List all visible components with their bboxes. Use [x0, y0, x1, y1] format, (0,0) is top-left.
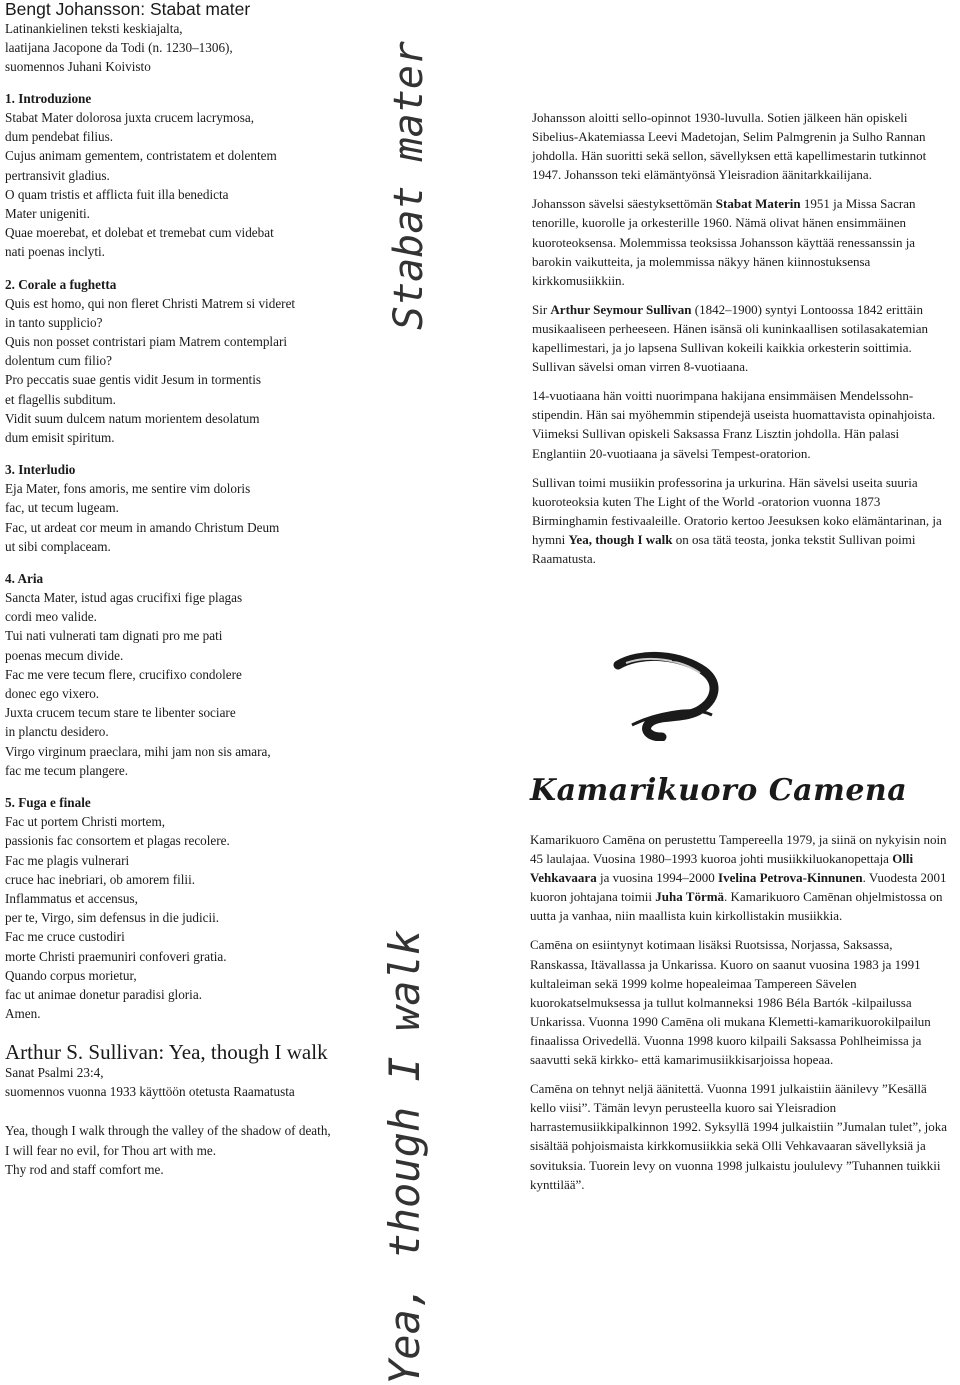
psalm-line: Thy rod and staff comfort me. [5, 1161, 164, 1177]
lyrics-line: Cujus animam gementem, contristatem et dolentem [5, 148, 277, 164]
lyrics-line: Fac me vere tecum flere, crucifixo condolere [5, 666, 242, 682]
second-subtitle-line: Sanat Psalmi 23:4, [5, 1065, 104, 1081]
page-title: Bengt Johansson: Stabat mater [5, 0, 251, 19]
lyrics-line: poenas mecum divide. [5, 647, 124, 663]
lyrics-line: in tanto supplicio? [5, 314, 103, 330]
second-subtitle [5, 1063, 400, 1101]
lyrics-line: cordi meo valide. [5, 609, 97, 625]
lyrics-line: O quam tristis et afflicta fuit illa benedicta [5, 186, 229, 202]
lyrics-line: Vidit suum dulcem natum morientem desolatum [5, 410, 260, 426]
subtitle-line: laatijana Jacopone da Todi (n. 1230–1306), [5, 40, 233, 55]
lyrics-line: Inflammatus et accensus, [5, 890, 138, 906]
lyrics-line: passionis fac consortem et plagas recolere. [5, 833, 230, 849]
camena-paragraph: Camēna on tehnyt neljä äänitettä. Vuonna 1991 julkaistiin äänilevy ”Kesällä kello viisi”. Tämän levyn perusteella kuoro sai Yleisradion harrastemusiikkipalkinnon 1992. Syksyllä 1994 julkaistiin ”Jumalan tulet”, joka sisältää pohjoismaista kirkkomusiikkia sekä Olli Vehkavaaran sävellyksiä ja sovituksia. Tuorein levy on vuonna 1998 julkaistu joululevy ”Tuhannen tuikkii kynttilää”. [530, 1081, 948, 1192]
camena-paragraph: Kamarikuoro Camēna on perustettu Tampereella 1979, ja siinä on nykyisin noin 45 laulajaa. Vuosina 1980–1993 kuoroa johti musiikkiluokanopettaja Olli Vehkavaara ja vuosina 1994–2000 Ivelina Petrova-Kinnunen. Vuodesta 2001 kuoron johtajana toimii Juha Törmä. Kamarikuoro Camēnan ohjelmistossa on uutta ja vanhaa, niin maallista kuin kirkollistakin musiikkia. [530, 832, 947, 924]
bio-paragraph: Sir Arthur Seymour Sullivan (1842–1900) syntyi Lontoossa 1842 erittäin musikaaliseen perheeseen. Hänen isänsä oli kuninkaallisen sotilasakatemian kapellimestari, ja jo lapsena Sullivan kokeili kaikkia orkesterin soittimia. Sullivan sävelsi oman virren 8-vuotiaana. [532, 301, 929, 375]
lyrics-section [5, 89, 400, 262]
lyrics-line: fac ut animae donetur paradisi gloria. [5, 986, 203, 1002]
camena-paragraph: Camēna on esiintynyt kotimaan lisäksi Ruotsissa, Norjassa, Saksassa, Ranskassa, Itävallassa ja Unkarissa. Kuoro on saanut vuosina 1983 ja 1991 kultaleiman sekä 1999 kolme hopealeimaa Tampereen Sävelen kuorokatselmuksessa ja tullut kolmanneksi 1986 Béla Bartók -kilpailussa Unkarissa. Vuonna 1990 Camēna oli mukana Klemetti-kamarikuorokilpailun finaalissa Orivedellä. Vuonna 1998 kuoro kilpaili Saksassa Pohlheimissa ja saavutti sekä kirkko- että kamarimusiikkisarjoissa hopeaa. [530, 937, 931, 1068]
lyrics-section [5, 569, 400, 780]
lyrics-line: Fac, ut ardeat cor meum in amando Christum Deum [5, 519, 280, 535]
section-heading: 4. Aria [5, 571, 44, 587]
lyrics-line: dum pendebat filius. [5, 129, 114, 145]
second-subtitle-line: suomennos vuonna 1933 käyttöön otetusta Raamatusta [5, 1084, 295, 1100]
lyrics-section [5, 275, 400, 448]
camena-text [530, 830, 950, 1204]
section-heading: 5. Fuga e finale [5, 795, 91, 811]
section-heading: 3. Interludio [5, 462, 76, 478]
vertical-title-yea-though-i-walk: Yea, though I walk [380, 929, 429, 1385]
lyrics-line: pertransivit gladius. [5, 167, 110, 183]
subtitle-line: suomennos Juhani Koivisto [5, 59, 151, 74]
subtitle-line: Latinankielinen teksti keskiajalta, [5, 21, 183, 36]
lyrics-line: Mater unigeniti. [5, 206, 90, 222]
section-heading: 1. Introduzione [5, 91, 92, 106]
second-work [5, 1041, 400, 1179]
lyrics-line: Fac me cruce custodiri [5, 929, 125, 945]
second-title: Arthur S. Sullivan: Yea, though I walk [5, 1040, 328, 1065]
vertical-title-stabat-mater: Stabat mater [386, 41, 432, 330]
right-column [532, 108, 952, 578]
lyrics-line: donec ego vixero. [5, 686, 100, 702]
lyrics-line: dolentum cum filio? [5, 353, 112, 369]
lyrics-line: Sancta Mater, istud agas crucifixi fige plagas [5, 590, 243, 606]
psalm-line: I will fear no evil, for Thou art with me. [5, 1142, 217, 1158]
lyrics-line: Pro peccatis suae gentis vidit Jesum in tormentis [5, 372, 262, 388]
psalm-line: Yea, though I walk through the valley of the shadow of death, [5, 1123, 331, 1139]
lyrics-section [5, 793, 400, 1023]
psalm-text [5, 1121, 400, 1179]
lyrics-line: fac, ut tecum lugeam. [5, 500, 119, 516]
lyrics-line: Juxta crucem tecum stare te libenter sociare [5, 705, 236, 721]
lyrics-line: Fac ut portem Christi mortem, [5, 814, 166, 830]
lyrics-line: cruce hac inebriari, ob amorem filii. [5, 871, 196, 887]
bio-paragraph: Sullivan toimi musiikin professorina ja urkurina. Hän sävelsi useita suuria kuoroteoksia kuten The Light of the World -oratorion vuonna 1873 Birminghamin festivaaleille. Oratorio kertoo Jeesuksen koko elämäntarinan, ja hymni Yea, though I walk on osa tätä teosta, jonka tekstit Sullivan poimi Raamatusta. [532, 474, 942, 566]
subtitle [5, 19, 400, 76]
bio-paragraph: Johansson aloitti sello-opinnot 1930-luvulla. Sotien jälkeen hän opiskeli Sibelius-Akatemiassa Leevi Madetojan, Selim Palmgrenin ja Sulho Rannan johdolla. Hän suoritti sekä sellon, sävellyksen että kapellimestarin tutkinnot 1947. Johansson teki elämäntyönsä Yleisradion äänitarkkailijana. [532, 110, 927, 183]
bio-paragraph: 14-vuotiaana hän voitti nuorimpana hakijana ensimmäisen Mendelssohn-stipendin. Hän sai myöhemmin stipendejä useista huomattavista opinahjoista. Viimeksi Sullivan opiskeli Saksassa Franz Lisztin johdolla. Hän palasi Englantiin 20-vuotiaana ja sävelsi Tempest-oratorion. [532, 388, 936, 461]
lyrics-line: Quis est homo, qui non fleret Christi Matrem si videret [5, 295, 296, 311]
lyrics-line: per te, Virgo, sim defensus in die judicii. [5, 910, 220, 926]
swirl-ornament-icon [612, 645, 730, 741]
lyrics-line: dum emisit spiritum. [5, 430, 115, 446]
lyrics-line: Fac me plagis vulnerari [5, 852, 130, 868]
lyrics-line: Amen. [5, 1006, 41, 1022]
lyrics-section [5, 460, 400, 556]
lyrics-line: nati poenas inclyti. [5, 244, 105, 260]
lyrics-line: ut sibi complaceam. [5, 538, 111, 554]
section-heading: 2. Corale a fughetta [5, 276, 117, 292]
lyrics-line: fac me tecum plangere. [5, 762, 129, 778]
lyrics-line: Quis non posset contristari piam Matrem contemplari [5, 334, 288, 350]
left-column [5, 0, 400, 1179]
bio-paragraph: Johansson sävelsi säestyksettömän Stabat Materin 1951 ja Missa Sacran tenorille, kuorolle ja orkesterille 1960. Nämä olivat hänen ensimmäinen kuoroteoksensa. Molemmissa teoksissa Johansson käyttää renessanssin ja barokin vaikutteita, ja molemmissa näkyy hänen kiinnostuksensa kirkkomusiikkiin. [532, 196, 916, 288]
lyrics-line: Quando corpus morietur, [5, 967, 137, 983]
lyrics-line: Tui nati vulnerati tam dignati pro me pati [5, 628, 223, 644]
lyrics-sections [5, 89, 400, 1023]
lyrics-line: Eja Mater, fons amoris, me sentire vim doloris [5, 481, 251, 497]
lyrics-line: Quae moerebat, et dolebat et tremebat cum videbat [5, 225, 274, 241]
lyrics-line: morte Christi praemuniri confoveri gratia. [5, 948, 227, 964]
lyrics-line: et flagellis subditum. [5, 391, 116, 407]
section-title-camena: Kamarikuoro Camena [530, 773, 908, 808]
lyrics-line: in planctu desidero. [5, 724, 109, 740]
lyrics-line: Stabat Mater dolorosa juxta crucem lacrymosa, [5, 110, 255, 125]
lyrics-line: Virgo virginum praeclara, mihi jam non sis amara, [5, 743, 271, 759]
